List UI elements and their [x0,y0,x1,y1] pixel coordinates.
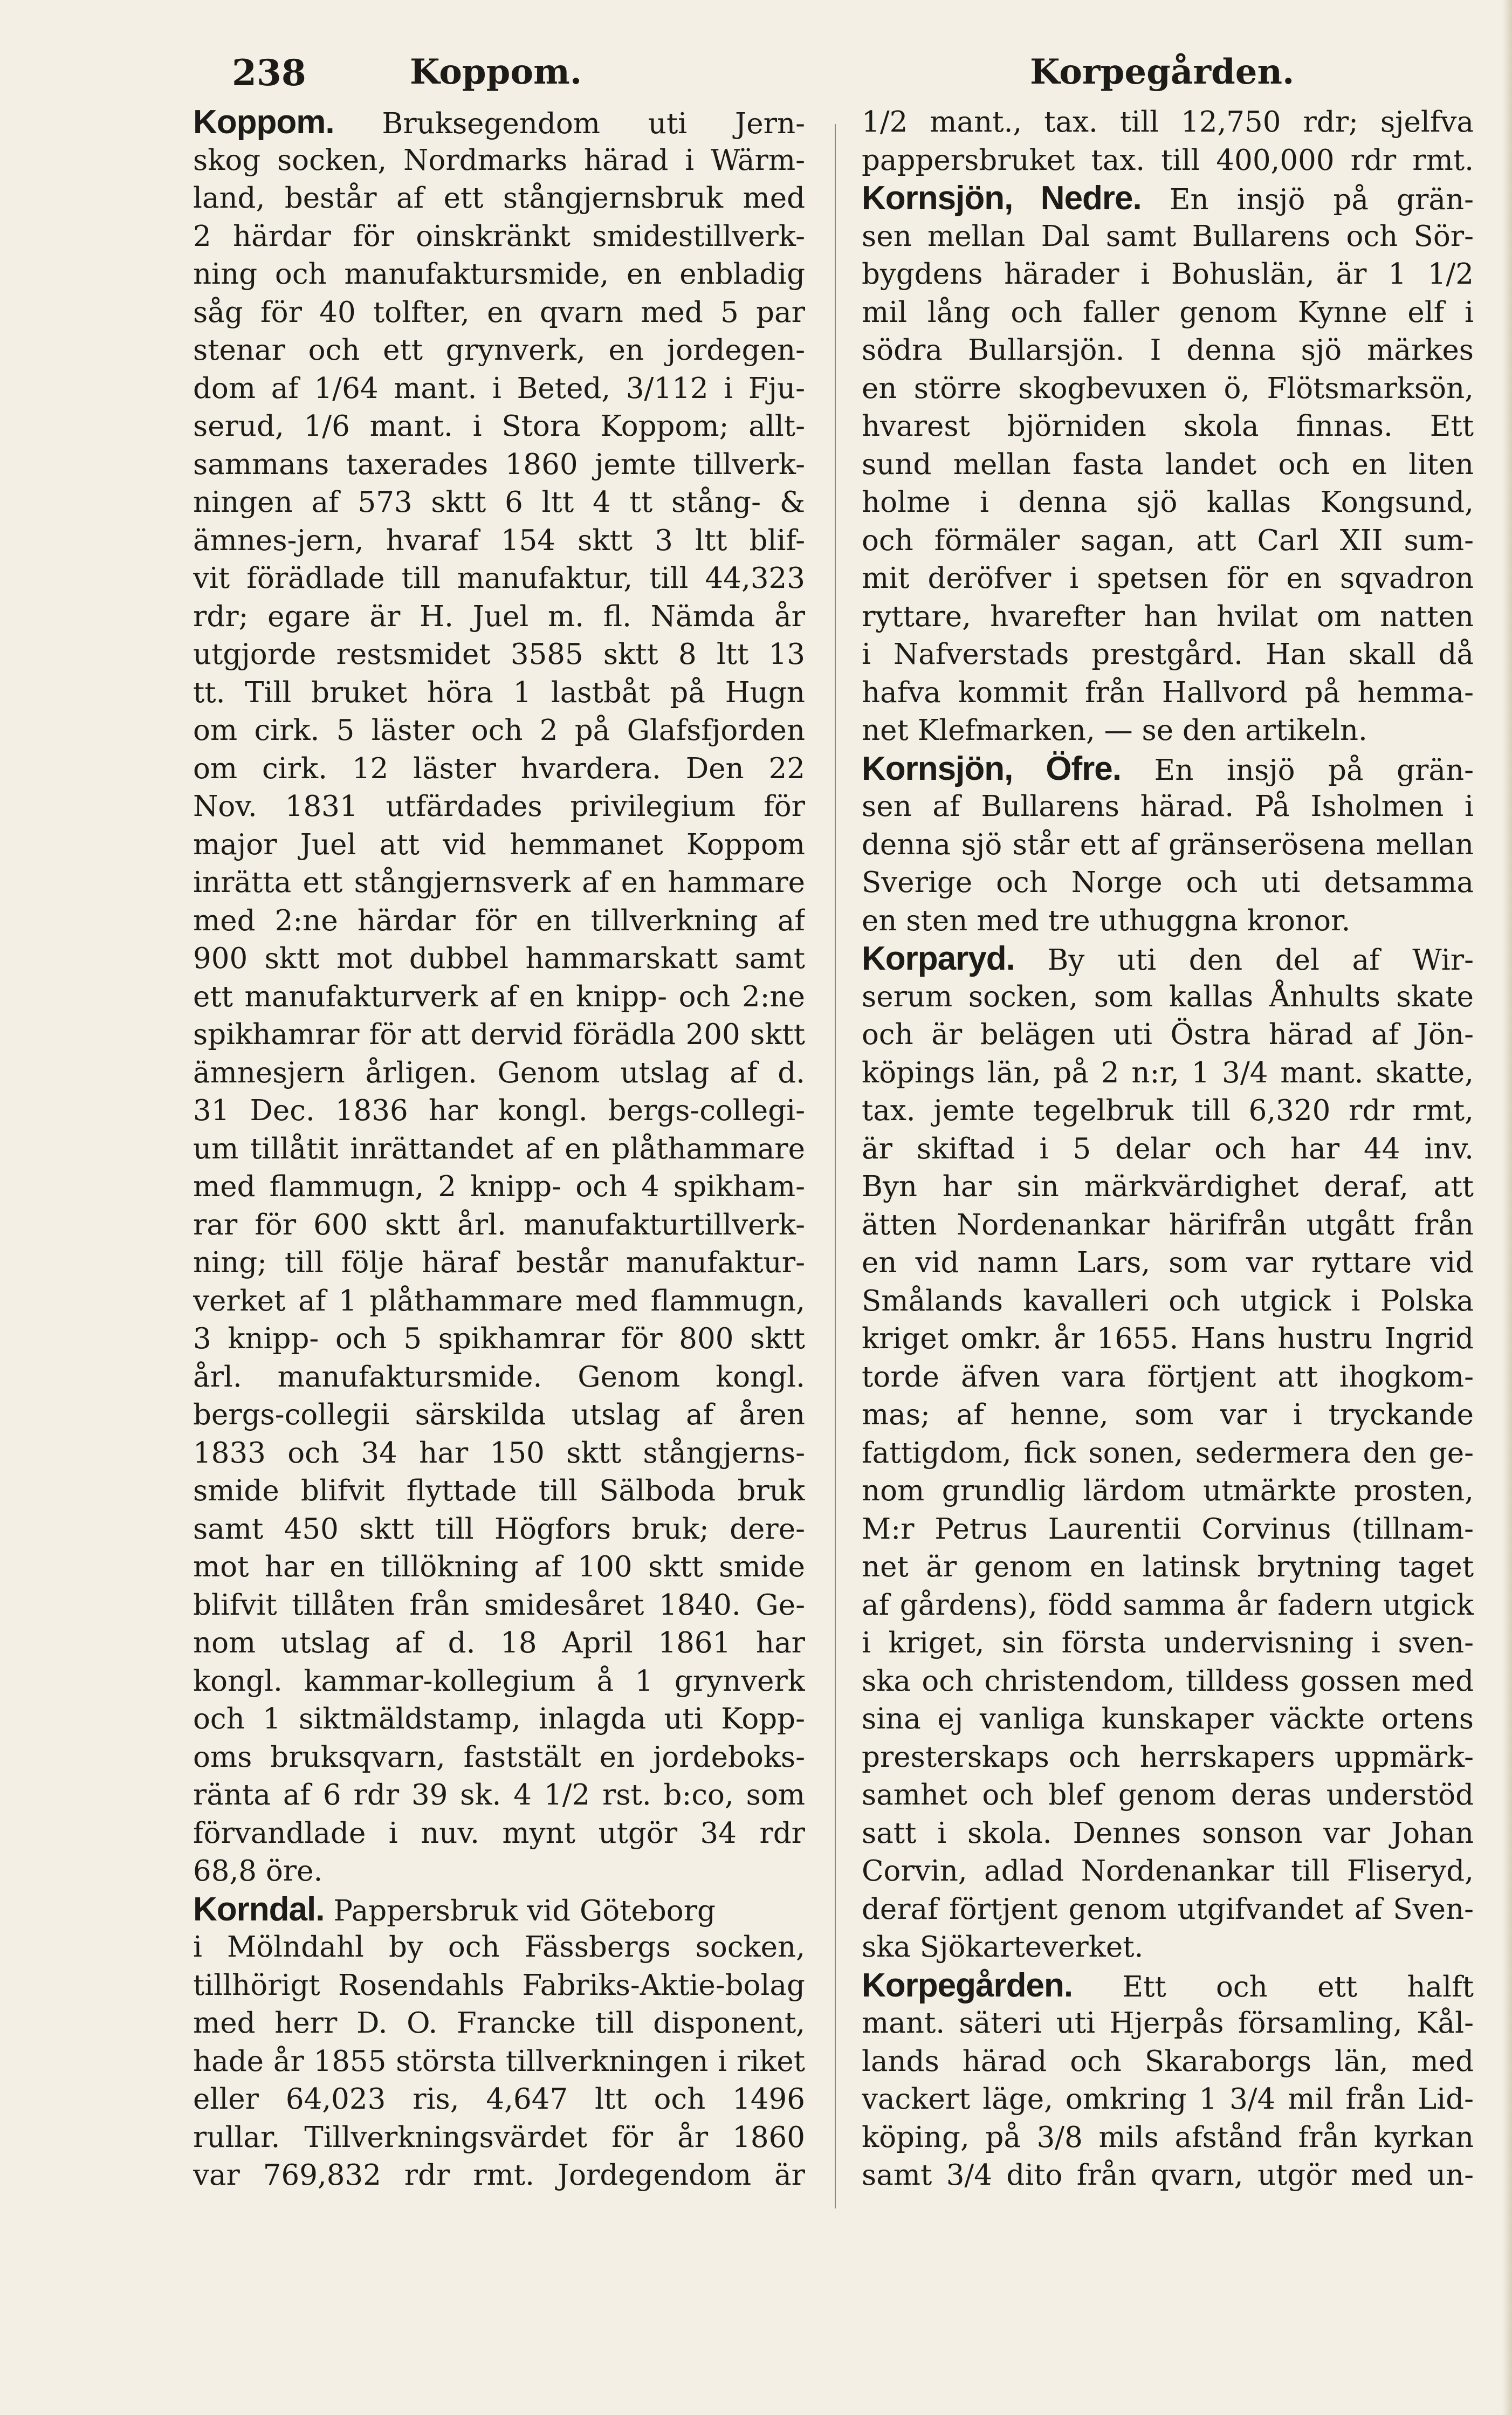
running-head-left: Koppom. [410,52,582,92]
text-line [862,1472,1474,1511]
line-text: ning och manufaktursmide, en enbladig [193,258,805,291]
line-text: med 2:ne härdar för en tillverkning af [193,904,805,937]
text-line [193,1472,805,1511]
text-line [193,1587,805,1625]
line-text: om cirk. 5 läster och 2 på Glafsfjorden [193,714,805,747]
line-text: är skiftad i 5 delar och har 44 inv. [862,1132,1474,1165]
text-line [862,1891,1474,1929]
page-number: 238 [232,52,306,94]
line-text: mant. säteri uti Hjerpås församling, Kål- [862,2007,1474,2040]
line-text: vit förädlade till manufaktur, till 44,323 [193,562,805,595]
line-text: och är belägen uti Östra härad af Jön- [862,1018,1474,1051]
text-line [862,2005,1474,2043]
line-text: inrätta ett stångjernsverk af en hammare [193,866,805,899]
text-line [193,1396,805,1435]
line-text: en sten med tre uthuggna kronor. [862,904,1351,937]
line-text: och förmäler sagan, att Carl XII sum- [862,524,1474,557]
text-line [193,1891,805,1929]
line-text: Sverige och Norge och uti detsamma [862,866,1474,899]
text-line [193,1700,805,1739]
line-text: Byn har sin märkvärdighet deraf, att [862,1170,1474,1203]
line-text: Pappersbruk vid Göteborg [333,1894,716,1927]
text-line [862,750,1474,788]
text-line [862,370,1474,408]
text-line [193,1511,805,1549]
text-line [862,2081,1474,2119]
line-text: mit deröfver i spetsen för en sqvadron [862,562,1474,595]
text-line [193,1548,805,1587]
line-text: ska och christendom, tilldess gossen med [862,1664,1474,1698]
line-text: tax. jemte tegelbruk till 6,320 rdr rmt, [862,1094,1474,1127]
text-line [193,1244,805,1282]
text-line [862,1092,1474,1130]
line-text: land, består af ett stångjernsbruk med [193,182,805,215]
line-text: hafva kommit från Hallvord på hemma- [862,676,1474,709]
line-text: oms bruksqvarn, faststält en jordeboks- [193,1740,805,1774]
line-text: ning; till följe häraf består manufaktur- [193,1246,805,1279]
line-text: kongl. kammar-kollegium å 1 grynverk [193,1664,805,1698]
text-line [862,1815,1474,1853]
text-line [862,104,1474,142]
text-line [862,560,1474,598]
text-line [862,294,1474,332]
text-line [193,674,805,712]
line-text: ryttare, hvarefter han hvilat om natten [862,600,1474,633]
line-text: serud, 1/6 mant. i Stora Koppom; allt- [193,410,805,443]
line-text: Nov. 1831 utfärdades privilegium för [193,790,805,823]
text-line [862,1700,1474,1739]
text-line [193,2005,805,2043]
line-text: um tillåtit inrättandet af en plåthammare [193,1132,805,1165]
text-line [193,636,805,674]
text-line [193,104,805,142]
line-text: lands härad och Skaraborgs län, med [862,2044,1474,2078]
text-line [862,522,1474,560]
text-line [862,1624,1474,1663]
text-line [862,1054,1474,1093]
text-line [193,2043,805,2081]
line-text: mil lång och faller genom Kynne elf i [862,296,1474,329]
text-line [862,1967,1474,2005]
line-text: af gårdens), född samma år fadern utgick [862,1588,1474,1622]
line-text: tt. Till bruket höra 1 lastbåt på Hugn [193,676,805,709]
line-text: 68,8 öre. [193,1855,323,1888]
line-text: major Juel att vid hemmanet Koppom [193,828,805,861]
text-line [193,1168,805,1206]
text-line [193,1359,805,1397]
text-line [193,1929,805,1967]
text-line [193,332,805,370]
line-text: sen mellan Dal samt Bullarens och Sör- [862,219,1474,253]
text-line [862,1929,1474,1967]
text-line [862,1663,1474,1701]
text-line [862,180,1474,218]
line-text: 3 knipp- och 5 spikhamrar för 800 sktt [193,1322,805,1355]
line-text: utgjorde restsmidet 3585 sktt 8 ltt 13 [193,638,805,671]
text-line [193,522,805,560]
line-text: net är genom en latinsk brytning taget [862,1550,1474,1583]
line-text: By uti den del af Wir- [1047,944,1474,977]
text-line [193,1130,805,1169]
line-text: i kriget, sin första undervisning i sven- [862,1627,1474,1659]
line-text: bygdens härader i Bohuslän, är 1 1/2 [862,258,1474,291]
text-line [862,2119,1474,2157]
line-text: pappersbruket tax. till 400,000 rdr rmt. [862,143,1474,177]
line-text: sund mellan fasta landet och en liten [862,448,1474,481]
line-text: Bruksegendom uti Jern- [382,107,805,140]
entry-headword: Kornsjön, Nedre. [862,180,1142,217]
text-line [193,218,805,256]
text-line [193,1853,805,1891]
line-text: hade år 1855 största tillverkningen i riket [193,2044,805,2078]
text-line [862,484,1474,522]
entry-headword: Korndal. [193,1890,325,1928]
line-text: hvarest björniden skola finnas. Ett [862,410,1474,443]
line-text: denna sjö står ett af gränserösena mellan [862,828,1474,861]
line-text: En insjö på grän- [1169,183,1474,216]
text-line [862,332,1474,370]
line-text: ätten Nordenankar härifrån utgått från [862,1208,1474,1241]
line-text: sammans taxerades 1860 jemte tillverk- [193,448,805,481]
line-text: serum socken, som kallas Ånhults skate [862,980,1474,1013]
text-line [193,1092,805,1130]
text-line [193,1776,805,1815]
text-line [862,256,1474,294]
text-line [193,750,805,788]
line-text: en vid namn Lars, som var ryttare vid [862,1246,1474,1279]
line-text: förvandlade i nuv. mynt utgör 34 rdr [193,1816,805,1850]
text-line [862,1587,1474,1625]
text-line [862,1244,1474,1282]
text-line [193,1016,805,1054]
line-text: ränta af 6 rdr 39 sk. 4 1/2 rst. b:co, som [193,1779,805,1812]
text-line [193,484,805,522]
text-line [193,788,805,826]
line-text: 900 sktt mot dubbel hammarskatt samt [193,942,805,975]
text-line [862,1776,1474,1815]
text-line [193,1282,805,1321]
line-text: net Klefmarken, — se den artikeln. [862,714,1367,747]
text-line [862,1435,1474,1473]
text-line [862,218,1474,256]
line-text: torde äfven vara förtjent att ihogkom- [862,1360,1474,1394]
line-text: om cirk. 12 läster hvardera. Den 22 [193,752,805,785]
line-text: blifvit tillåten från smidesåret 1840. Ge- [193,1588,805,1622]
entry-headword: Kornsjön, Öfre. [862,750,1121,787]
text-line [862,1130,1474,1169]
line-text: smide blifvit flyttade till Sälboda bruk [193,1474,805,1507]
text-line [862,1853,1474,1891]
line-text: samhet och blef genom deras understöd [862,1779,1474,1812]
line-text: årl. manufaktursmide. Genom kongl. [193,1360,805,1394]
line-text: M:r Petrus Laurentii Corvinus (tillnam- [862,1512,1474,1546]
text-line [193,446,805,484]
text-line [862,598,1474,636]
text-line [193,1054,805,1093]
text-line [862,2157,1474,2195]
text-line [193,2119,805,2157]
text-line [193,864,805,902]
line-text: presterskaps och herrskapers uppmärk- [862,1740,1474,1774]
line-text: med flammugn, 2 knipp- och 4 spikham- [193,1170,805,1203]
line-text: i Mölndahl by och Fässbergs socken, [193,1931,805,1964]
column-rule [835,124,836,2208]
line-text: köpings län, på 2 n:r, 1 3/4 mant. skatte, [862,1056,1474,1089]
text-line [193,1739,805,1777]
line-text: såg för 40 tolfter, en qvarn med 5 par [193,296,805,329]
line-text: ett manufakturverk af en knipp- och 2:ne [193,980,805,1013]
text-line [193,1967,805,2005]
text-line [862,2043,1474,2081]
text-line [862,826,1474,865]
line-text: verket af 1 plåthammare med flammugn, [193,1284,805,1318]
line-text: sen af Bullarens härad. På Isholmen i [862,790,1474,823]
line-text: kriget omkr. år 1655. Hans hustru Ingrid [862,1322,1474,1355]
line-text: var 769,832 rdr rmt. Jordegendom är [193,2159,805,2192]
line-text: köping, på 3/8 mils afstånd från kyrkan [862,2121,1474,2154]
text-line [862,902,1474,941]
line-text: 2 härdar för oinskränkt smidestillverk- [193,219,805,253]
line-text: rullar. Tillverkningsvärdet för år 1860 [193,2121,805,2154]
line-text: nom utslag af d. 18 April 1861 har [193,1627,805,1659]
line-text: södra Bullarsjön. I denna sjö märkes [862,334,1474,367]
text-line [193,1320,805,1359]
text-line [193,598,805,636]
right-column [862,104,1474,2195]
line-text: rar för 600 sktt årl. manufakturtillverk- [193,1208,805,1241]
text-line [193,142,805,180]
running-head-right: Korpegården. [1030,52,1295,92]
line-text: En insjö på grän- [1154,753,1474,787]
line-text: sina ej vanliga kunskaper väckte ortens [862,1703,1474,1735]
text-line [862,1206,1474,1245]
text-line [862,712,1474,750]
entry-headword: Korpegården. [862,1966,1073,2004]
line-text: satt i skola. Dennes sonson var Johan [862,1816,1474,1850]
line-text: ningen af 573 sktt 6 ltt 4 tt stång- & [193,486,805,519]
text-line [193,712,805,750]
line-text: ämnesjern årligen. Genom utslag af d. [193,1056,805,1089]
text-line [862,1359,1474,1397]
text-line [862,1168,1474,1206]
text-line [862,978,1474,1017]
text-line [862,408,1474,446]
text-line [862,1016,1474,1054]
text-line [862,674,1474,712]
line-text: 1/2 mant., tax. till 12,750 rdr; sjelfva [862,106,1474,139]
text-line [193,902,805,941]
text-line [193,1663,805,1701]
line-text: bergs-collegii särskilda utslag af åren [193,1398,805,1431]
line-text: dom af 1/64 mant. i Beted, 3/112 i Fju- [193,372,805,405]
line-text: spikhamrar för att dervid förädla 200 sktt [193,1018,805,1051]
line-text: i Nafverstads prestgård. Han skall då [862,638,1474,671]
line-text: Smålands kavalleri och utgick i Polska [862,1284,1474,1318]
text-line [862,1320,1474,1359]
text-line [193,826,805,865]
line-text: och 1 siktmäldstamp, inlagda uti Kopp- [193,1703,805,1735]
text-line [862,1548,1474,1587]
line-text: samt 3/4 dito från qvarn, utgör med un- [862,2159,1474,2192]
line-text: ämnes-jern, hvaraf 154 sktt 3 ltt blif- [193,524,805,557]
line-text: holme i denna sjö kallas Kongsund, [862,486,1474,519]
line-text: med herr D. O. Francke till disponent, [193,2007,805,2040]
line-text: Corvin, adlad Nordenankar till Fliseryd, [862,1855,1474,1888]
line-text: rdr; egare är H. Juel m. fl. Nämda år [193,600,805,633]
line-text: nom grundlig lärdom utmärkte prosten, [862,1474,1474,1507]
text-line [193,978,805,1017]
line-text: eller 64,023 ris, 4,647 ltt och 1496 [193,2083,805,2116]
left-column [193,104,805,2195]
text-line [193,1815,805,1853]
text-line [862,636,1474,674]
line-text: stenar och ett grynverk, en jordegen- [193,334,805,367]
text-line [862,142,1474,180]
text-line [193,560,805,598]
text-line [193,370,805,408]
line-text: mas; af henne, som var i tryckande [862,1398,1474,1431]
text-line [862,864,1474,902]
text-line [193,256,805,294]
line-text: skog socken, Nordmarks härad i Wärm- [193,143,805,177]
line-text: Ett och ett halft [1122,1970,1474,2004]
entry-headword: Korparyd. [862,940,1015,977]
text-line [862,1282,1474,1321]
text-line [193,2081,805,2119]
text-line [193,2157,805,2195]
line-text: ska Sjökarteverket. [862,1931,1144,1964]
text-line [862,1396,1474,1435]
line-text: deraf förtjent genom utgifvandet af Sven- [862,1892,1474,1926]
text-line [193,294,805,332]
text-line [862,788,1474,826]
text-line [862,1739,1474,1777]
line-text: en större skogbevuxen ö, Flötsmarksön, [862,372,1474,405]
line-text: mot har en tillökning af 100 sktt smide [193,1550,805,1583]
entry-headword: Koppom. [193,104,334,141]
line-text: fattigdom, fick sonen, sedermera den ge- [862,1436,1474,1470]
text-line [193,180,805,218]
text-line [862,446,1474,484]
line-text: vackert läge, omkring 1 3/4 mil från Lid- [862,2083,1474,2116]
page-edge [1502,0,1512,2415]
text-line [862,940,1474,978]
line-text: tillhörigt Rosendahls Fabriks-Aktie-bolag [193,1968,805,2002]
line-text: 31 Dec. 1836 har kongl. bergs-collegi- [193,1094,805,1127]
text-line [193,1206,805,1245]
text-line [193,1624,805,1663]
text-line [193,940,805,978]
text-line [193,408,805,446]
text-line [193,1435,805,1473]
text-line [862,1511,1474,1549]
line-text: samt 450 sktt till Högfors bruk; dere- [193,1512,805,1546]
line-text: 1833 och 34 har 150 sktt stångjerns- [193,1436,805,1470]
